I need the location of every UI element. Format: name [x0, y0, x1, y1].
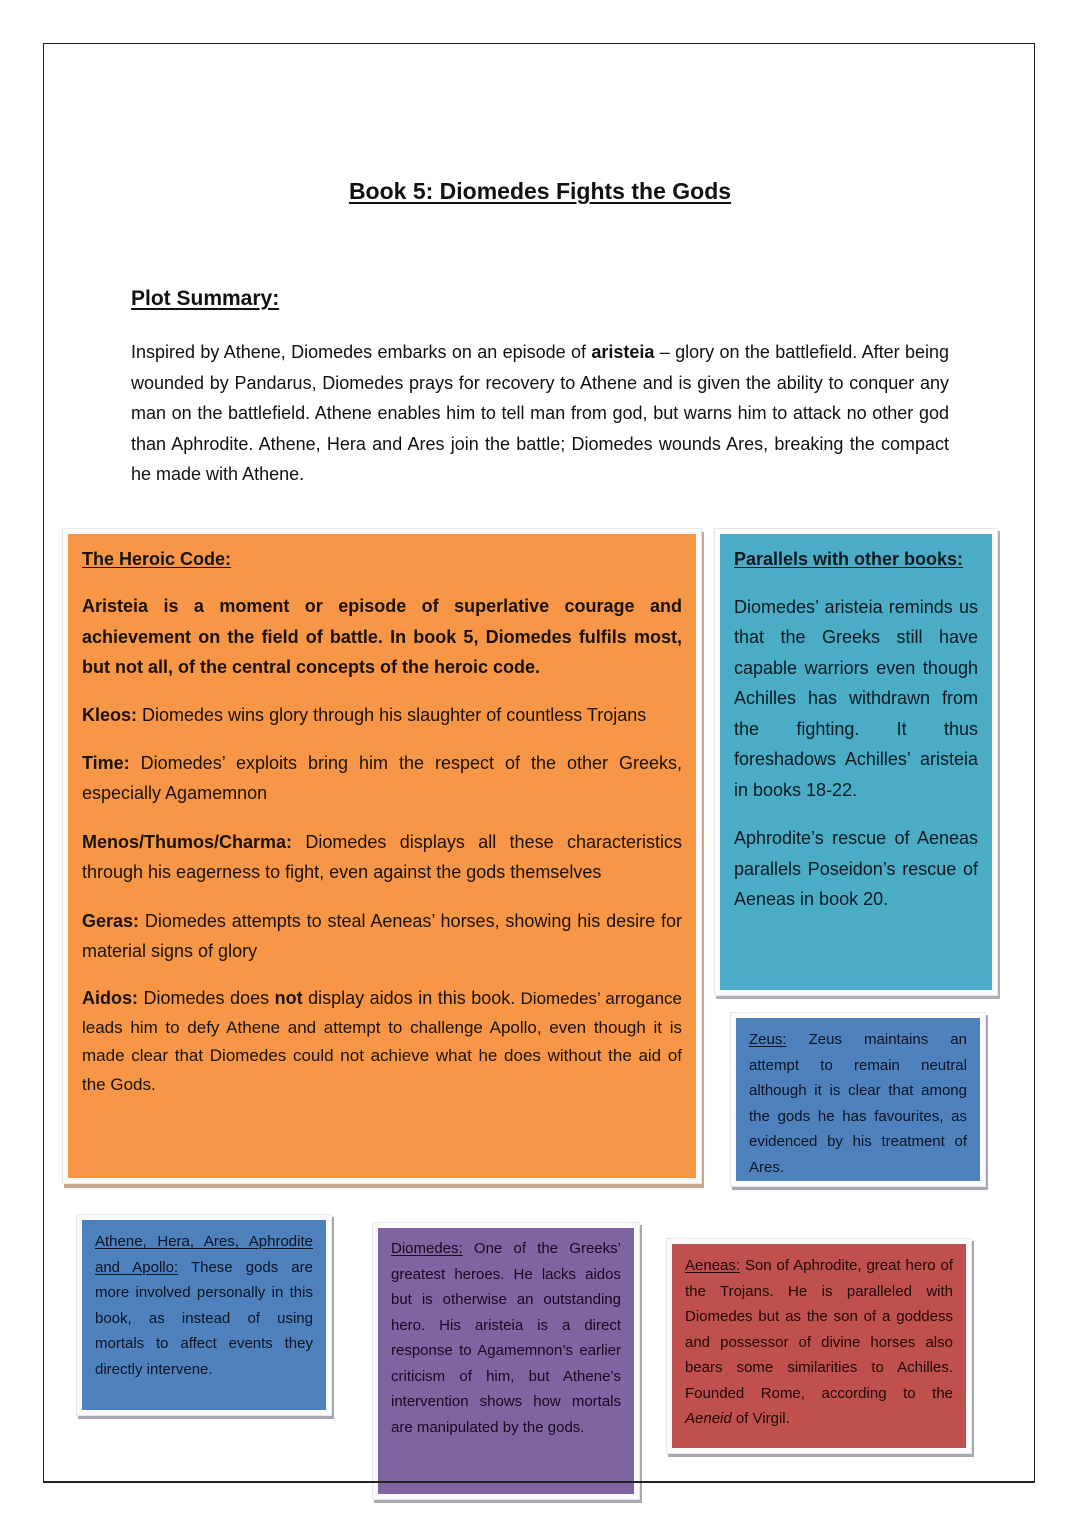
diomedes-label: Diomedes: — [391, 1240, 463, 1257]
athene-fill — [82, 1220, 326, 1410]
zeus-text: Zeus maintains an attempt to remain neutral although it is clear that among the gods he has favourites, as evidenced by his treatment of Ares. — [749, 1031, 967, 1176]
heroic-item-aidos — [82, 984, 682, 1099]
heroic-text: Diomedes does — [138, 988, 275, 1009]
summary-part-1: Inspired by Athene, Diomedes embarks on an episode of — [131, 342, 592, 362]
aeneas-italic: Aeneid — [685, 1410, 732, 1427]
heroic-item-geras — [82, 906, 682, 967]
athene-text: These gods are more involved personally in this book, as instead of using mortals to affect events they directly intervene. — [95, 1258, 313, 1378]
heroic-text: Diomedes displays all these characteristics through his eagerness to fight, even against the gods themselves — [82, 831, 682, 883]
aeneas-fill — [672, 1244, 966, 1448]
diomedes-fill — [378, 1228, 634, 1494]
diomedes-box — [372, 1222, 640, 1500]
heroic-code-heading: The Heroic Code: — [82, 549, 232, 569]
heroic-term: Menos/Thumos/Charma: — [82, 831, 293, 852]
aeneas-text: of Virgil. — [731, 1410, 790, 1427]
heroic-item-time — [82, 748, 682, 809]
aeneas-text: Son of Aphrodite, great hero of the Trojans. He is paralleled with Diomedes but as the son of a goddess and possessor of divine horses also bears some similarities to Achilles. Founded Rome, according to the — [685, 1257, 953, 1402]
plot-summary-text — [131, 337, 949, 490]
aeneas-box — [666, 1238, 972, 1454]
heroic-text: Diomedes wins glory through his slaughter of countless Trojans — [137, 704, 647, 725]
zeus-box — [730, 1012, 986, 1187]
heroic-code-lead: Aristeia is a moment or episode of superlative courage and achievement on the field of battle. In book 5, Diomedes fulfils most, but not all, of the central concepts of the heroic code. — [82, 596, 682, 678]
page-border-bottom-line — [43, 1481, 1035, 1483]
page-title — [0, 178, 1080, 205]
athene-box — [76, 1214, 332, 1416]
heroic-text: display aidos in this book. — [302, 988, 516, 1009]
heroic-item-kleos — [82, 700, 682, 730]
plot-summary-heading: Plot Summary: — [131, 287, 280, 310]
heroic-code-box — [62, 528, 702, 1184]
heroic-code-fill — [68, 534, 696, 1178]
heroic-item-menos — [82, 827, 682, 888]
summary-part-2: – glory on the battlefield. After being wounded by Pandarus, Diomedes prays for recovery to Athene and is given the ability to conquer any man on the battlefield. Athene enables him to tell man from god, but warns him to attack no other god than Aphrodite. Athene, Hera and Ares join the battle; Diomedes wounds Ares, breaking the compact he made with Athene. — [131, 342, 949, 484]
heroic-text: Diomedes’ exploits bring him the respect of the other Greeks, especially Agamemnon — [82, 753, 682, 804]
diomedes-text: One of the Greeks’ greatest heroes. He lacks aidos but is otherwise an outstanding hero. His aristeia is a direct response to Agamemnon’s earlier criticism of him, but Athene’s intervention shows how mortals are manipulated by the gods. — [391, 1240, 621, 1436]
heroic-term: Time: — [82, 753, 130, 774]
athene-label: Athene, Hera, Ares, Aphrodite and Apollo: — [95, 1233, 313, 1276]
zeus-label: Zeus: — [749, 1031, 787, 1048]
parallels-box — [714, 528, 998, 996]
heroic-text: Diomedes attempts to steal Aeneas’ horses, showing his desire for material signs of glory — [82, 910, 682, 962]
page-title-text: Book 5: Diomedes Fights the Gods — [348, 178, 732, 204]
parallels-paragraph: Aphrodite’s rescue of Aeneas parallels Poseidon’s rescue of Aeneas in book 20. — [734, 828, 978, 909]
heroic-term: Aidos: — [82, 988, 138, 1009]
heroic-bold-not: not — [274, 988, 303, 1009]
heroic-term: Geras: — [82, 910, 140, 931]
heroic-term: Kleos: — [82, 704, 138, 725]
parallels-paragraph: Diomedes’ aristeia reminds us that the Greeks still have capable warriors even though Achilles has withdrawn from the fighting. It thus foreshadows Achilles’ aristeia in books 18-22. — [734, 596, 978, 800]
summary-bold-term: aristeia — [591, 342, 655, 362]
parallels-fill — [720, 534, 992, 990]
heroic-text: Diomedes’ arrogance leads him to defy Athene and attempt to challenge Apollo, even though it is made clear that Diomedes could not achieve what he does without the aid of the Gods. — [82, 989, 682, 1094]
zeus-fill — [736, 1018, 980, 1181]
aeneas-label: Aeneas: — [685, 1257, 741, 1274]
parallels-heading: Parallels with other books: — [734, 549, 964, 569]
